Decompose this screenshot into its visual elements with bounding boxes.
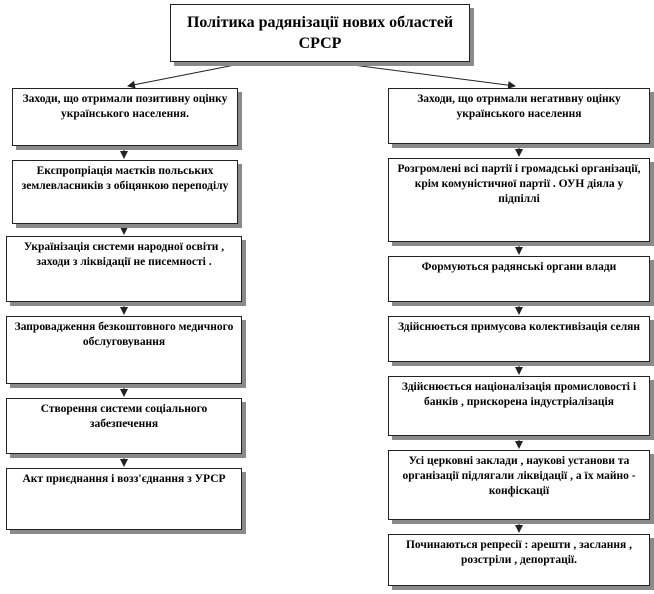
left-item-positive-header [12, 88, 238, 146]
right-item-text: Починаються репресії : арешти , заслання , розстріли , депортації. [405, 539, 633, 566]
right-item-nationalization [388, 376, 650, 436]
left-item-ukrainization [6, 236, 242, 302]
right-item-collectivization [388, 316, 650, 362]
left-item-social-security [6, 398, 242, 454]
left-item-medical-care [6, 316, 242, 384]
left-item-text: Заходи, що отримали позитивну оцінку українського населення. [22, 93, 228, 120]
right-item-text: Здійснюється націоналізація промисловості і банків , прискорена індустріалізація [401, 381, 637, 408]
right-item-negative-header [388, 88, 650, 144]
right-item-text: Усі церковні заклади , наукові установи та організації підлягали ліквідації , а їх майно - конфіскації [402, 455, 636, 497]
left-item-text: Створення системи соціального забезпечення [40, 403, 208, 430]
left-item-text: Акт приєднання і возз'єднання з УРСР [22, 473, 226, 485]
left-item-annexation-act [6, 468, 242, 530]
right-item-text: Здійснюється примусова колективізація селян [398, 321, 640, 333]
right-item-church-liquidation [388, 450, 650, 520]
right-item-text: Заходи, що отримали негативну оцінку українського населення [417, 93, 621, 120]
right-item-parties-destroyed [388, 158, 650, 242]
left-item-text: Запровадження безкоштовного медичного обслуговування [14, 321, 234, 348]
left-item-expropriation [12, 160, 238, 224]
arrow-to-left-column [128, 62, 250, 86]
left-item-text: Українізація системи народної освіти , заходи з ліквідації не писемності . [23, 241, 225, 268]
right-item-soviet-organs [388, 256, 650, 302]
diagram-title: Політика радянізації нових областей СРСР [186, 14, 454, 52]
right-item-repressions [388, 534, 650, 586]
arrow-to-right-column [330, 62, 515, 86]
left-item-text: Експропріація маєтків польських землевласників з обіцянкою переподілу [21, 165, 229, 192]
diagram-title-box [170, 4, 470, 62]
right-item-text: Формуються радянські органи влади [421, 261, 617, 273]
right-item-text: Розгромлені всі партії і громадські організації, крім комуністичної партії . ОУН діяла у підпіллі [397, 163, 641, 205]
